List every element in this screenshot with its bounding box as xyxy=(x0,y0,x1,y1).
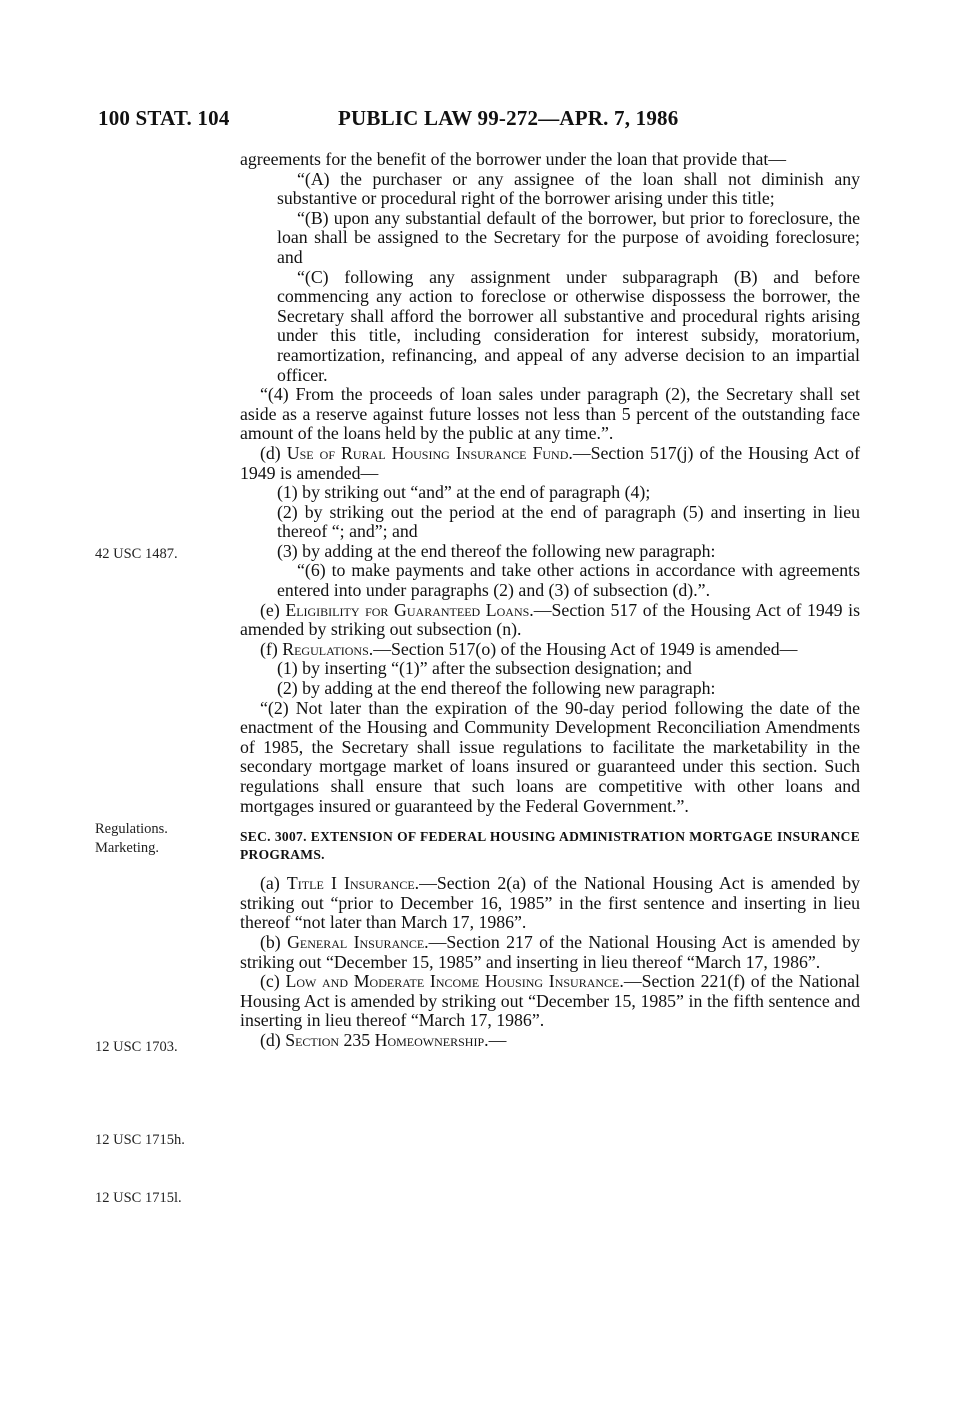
subparagraph-b: “(B) upon any substantial default of the borrower, but prior to foreclosure, the loan shall be assigned to the Secretary for the purpose of avoiding foreclosure; and xyxy=(277,207,860,267)
subsection-f-new-paragraph-2: “(2) Not later than the expiration of the 90-day period following the date of the enactment of the Housing and Community Development Reconciliation Amendments of 1985, the Secretary shall issue regulations to facilitate the marketability in the secondary mortgage market of loans insured or guaranteed under this section. Such regulations shall ensure that such loans are competitive with other loans and mortgages insured or guaranteed by the Federal Government.”. xyxy=(240,697,860,816)
margin-note-regulations: Regulations. xyxy=(95,821,168,837)
subsection-d-item-1: (1) by striking out “and” at the end of paragraph (4); xyxy=(277,482,651,503)
document-body xyxy=(240,150,860,1051)
section-3007-c-heading: Low and Moderate Income Housing Insurance. xyxy=(285,971,624,992)
section-3007-subsection-b: (b) General Insurance.—Section 217 of the National Housing Act is amended by striking out “December 15, 1985” and inserting in lieu thereof “March 17, 1986”. xyxy=(240,931,861,972)
section-3007-subsection-d: (d) Section 235 Homeownership.— xyxy=(260,1029,507,1050)
margin-note-42-usc-1487: 42 USC 1487. xyxy=(95,546,178,562)
subsection-f-item-1: (1) by inserting “(1)” after the subsection designation; and xyxy=(277,658,692,679)
page-header xyxy=(98,106,858,136)
section-3007-b-heading: General Insurance. xyxy=(287,931,429,952)
section-3007-subsection-a: (a) Title I Insurance.—Section 2(a) of the National Housing Act is amended by striking out “prior to December 16, 1985” in the first sentence and inserting in lieu thereof “not later than March 17, 1986”. xyxy=(240,873,860,933)
subsection-f: (f) Regulations.—Section 517(o) of the Housing Act of 1949 is amended— xyxy=(260,638,798,659)
subparagraph-a: “(A) the purchaser or any assignee of the loan shall not diminish any substantive or procedural right of the borrower arising under this title; xyxy=(277,168,860,209)
paragraph-4: “(4) From the proceeds of loan sales under paragraph (2), the Secretary shall set aside as a reserve against future losses not less than 5 percent of the outstanding face amount of the loans held by the public at any time.”. xyxy=(240,384,860,444)
subsection-f-heading: Regulations. xyxy=(282,638,374,659)
subparagraph-c: “(C) following any assignment under subparagraph (B) and before commencing any action to foreclose or otherwise dispossess the borrower, the Secretary shall afford the borrower all substantive and procedural rights arising under this title, including consideration for interest subsidy, moratorium, reamortization, refinancing, and appeal of any adverse decision to an impartial officer. xyxy=(277,266,860,385)
subsection-d-item-3: (3) by adding at the end thereof the following new paragraph: xyxy=(277,540,716,561)
statute-page-number: 100 STAT. 104 xyxy=(98,106,230,130)
subsection-e: (e) Eligibility for Guaranteed Loans.—Section 517 of the Housing Act of 1949 is amended by striking out subsection (n). xyxy=(240,599,860,640)
paragraph-continuation: agreements for the benefit of the borrower under the loan that provide that— xyxy=(240,149,787,169)
section-3007-d-heading: Section 235 Homeownership. xyxy=(285,1029,489,1050)
subsection-d-new-paragraph-6: “(6) to make payments and take other actions in accordance with agreements entered into under paragraphs (2) and (3) of subsection (d).”. xyxy=(277,560,860,601)
subsection-d-item-2: (2) by striking out the period at the end of paragraph (5) and inserting in lieu thereof “; and”; and xyxy=(277,501,860,542)
subsection-e-heading: Eligibility for Guaranteed Loans. xyxy=(285,599,534,620)
margin-note-12-usc-1715h: 12 USC 1715h. xyxy=(95,1132,185,1148)
section-3007-subsection-c: (c) Low and Moderate Income Housing Insurance.—Section 221(f) of the National Housing Act is amended by striking out “December 15, 1985” in the fifth sentence and inserting in lieu thereof “March 17, 1986”. xyxy=(240,971,860,1031)
subsection-f-item-2: (2) by adding at the end thereof the following new paragraph: xyxy=(277,678,716,699)
public-law-title: PUBLIC LAW 99-272—APR. 7, 1986 xyxy=(338,106,679,130)
margin-note-12-usc-1703: 12 USC 1703. xyxy=(95,1039,178,1055)
subsection-d: (d) Use of Rural Housing Insurance Fund.—Section 517(j) of the Housing Act of 1949 is amended— xyxy=(240,442,860,483)
margin-note-marketing: Marketing. xyxy=(95,840,160,856)
section-3007-a-heading: Title I Insurance. xyxy=(286,873,420,894)
subsection-d-heading: Use of Rural Housing Insurance Fund. xyxy=(286,442,573,463)
margin-note-12-usc-1715l: 12 USC 1715l. xyxy=(95,1190,182,1206)
section-3007-heading: SEC. 3007. EXTENSION OF FEDERAL HOUSING ADMINISTRATION MORTGAGE INSURANCE PROGRAMS. xyxy=(240,829,860,863)
